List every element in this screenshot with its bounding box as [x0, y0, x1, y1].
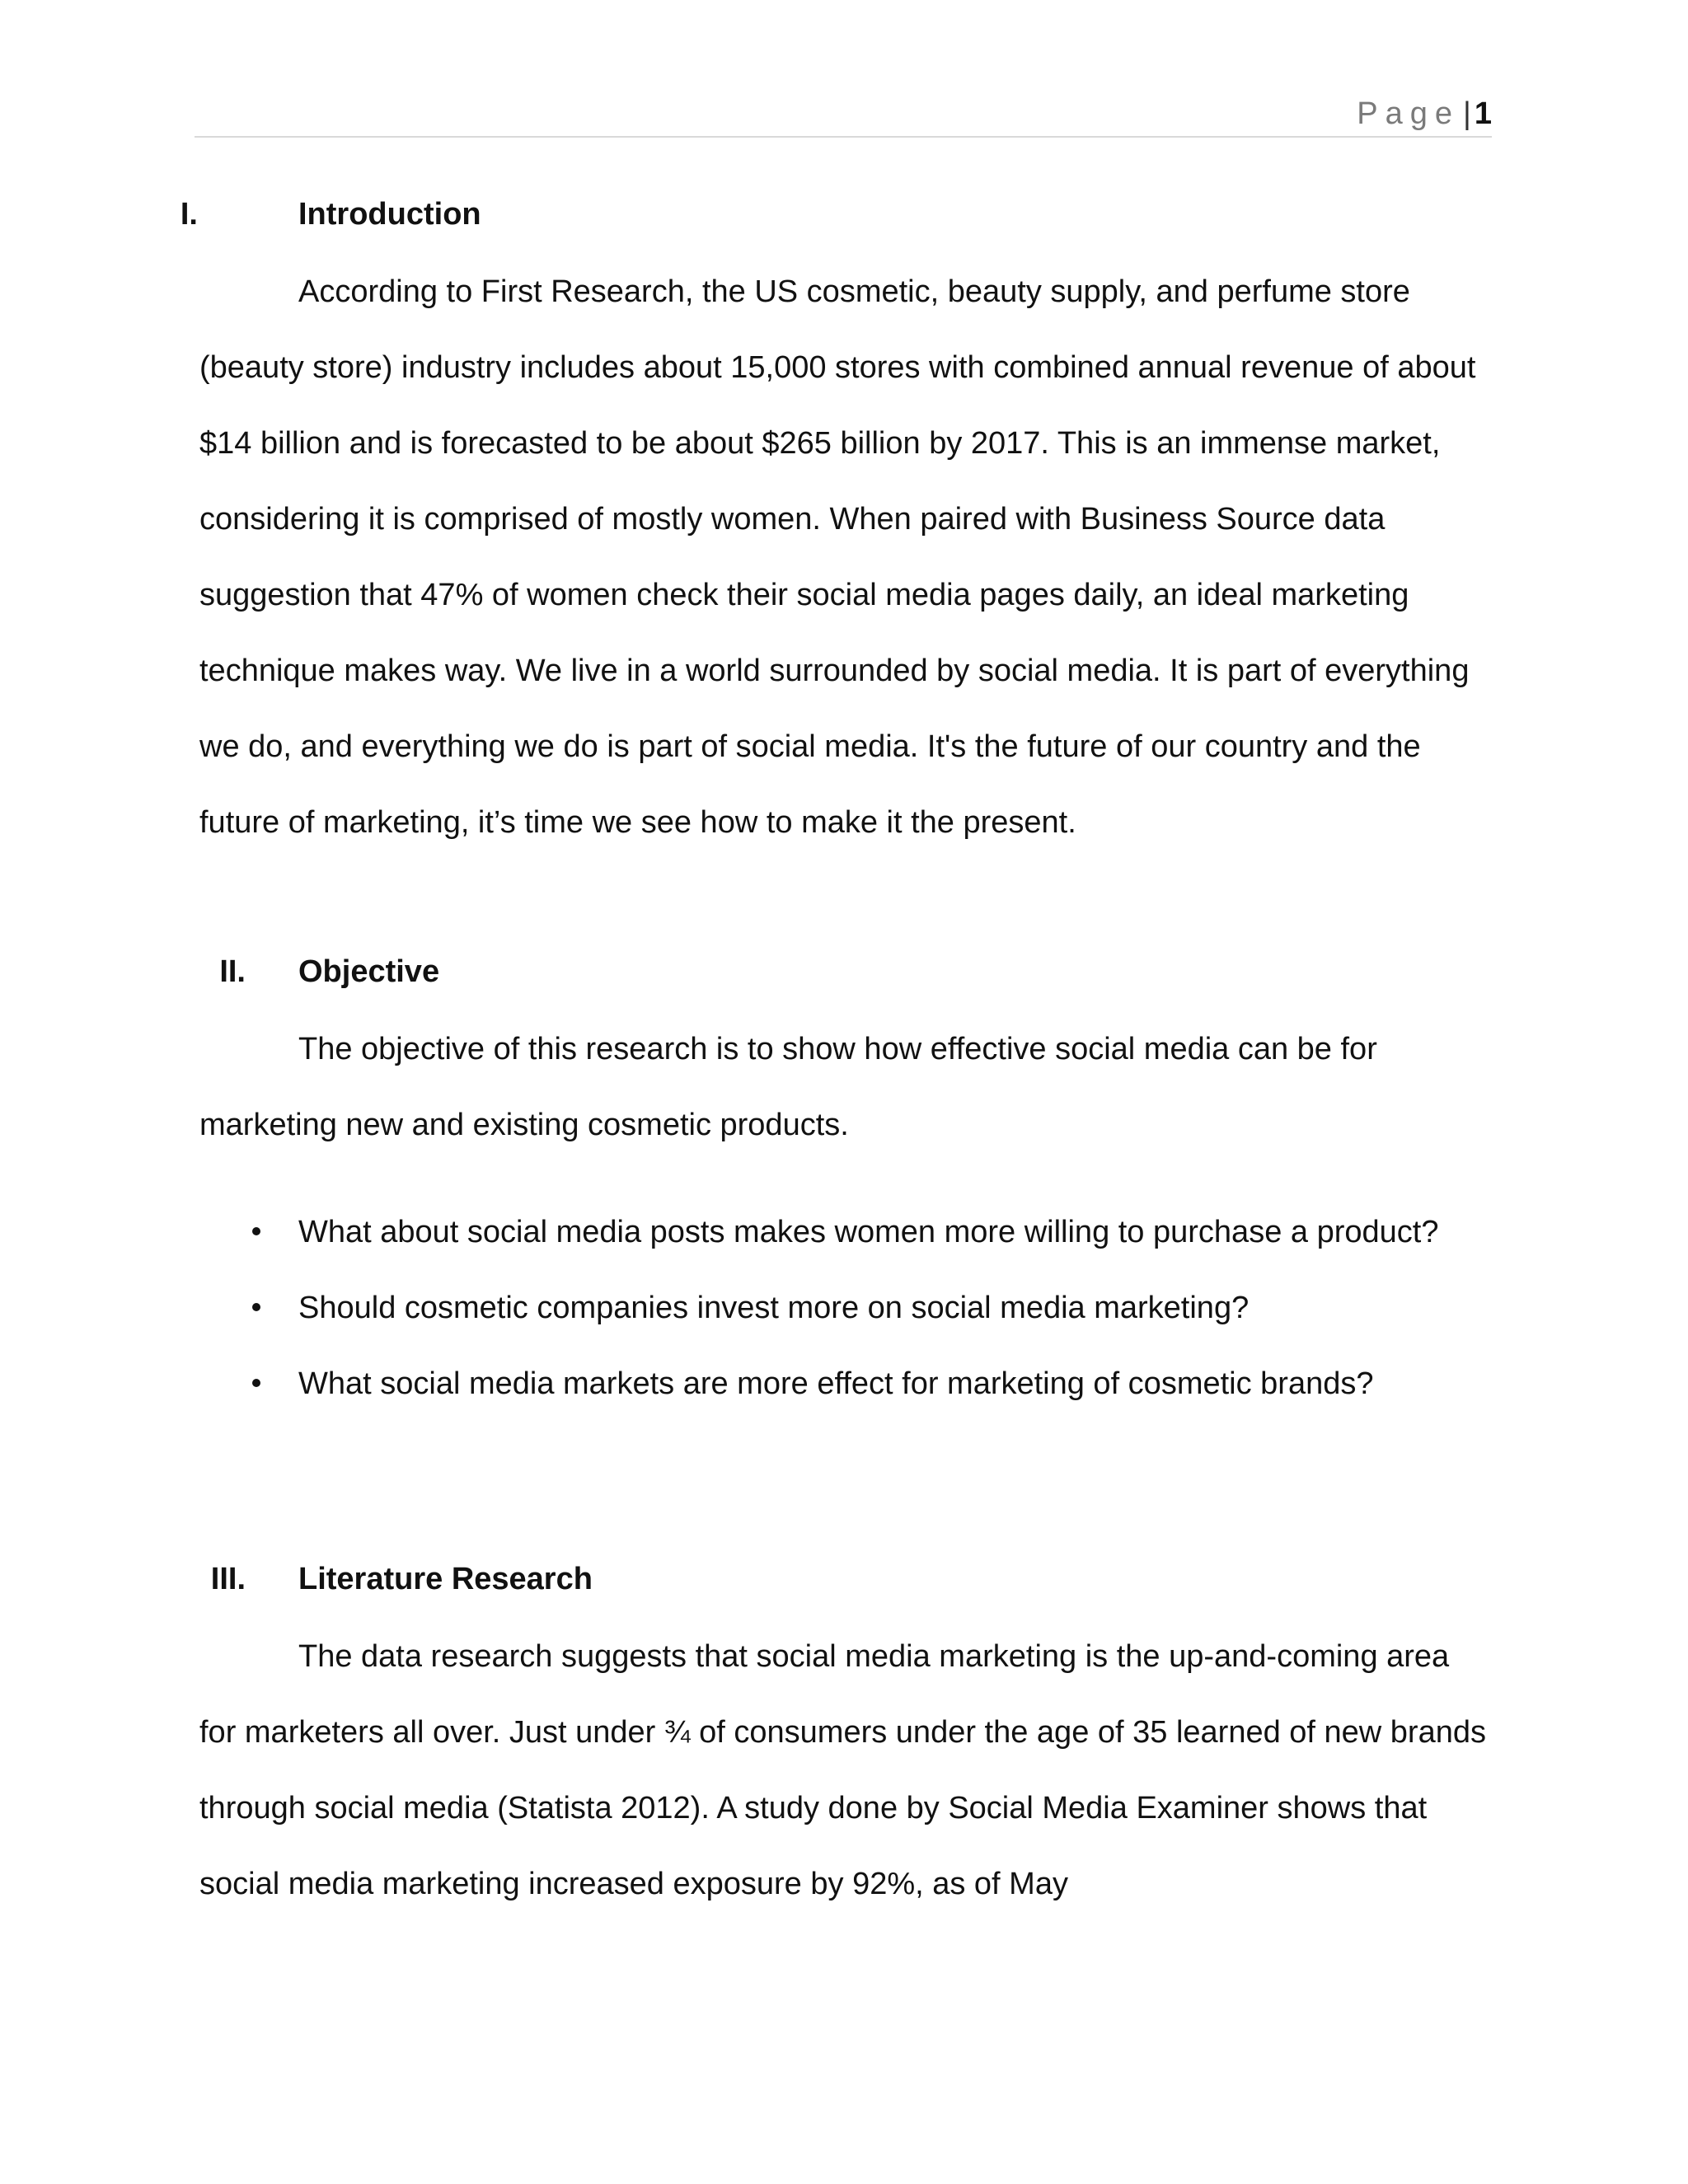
list-item — [298, 1194, 1485, 1270]
section-literature-research — [0, 1554, 1688, 1953]
list-item-text: What social media markets are more effect for marketing of cosmetic brands? — [298, 1366, 1374, 1401]
section-heading — [0, 190, 1688, 239]
section-objective — [0, 947, 1688, 1422]
section-paragraph: The objective of this research is to show how effective social media can be for marketing new and existing cosmetic products. — [199, 1032, 1377, 1142]
bullet-icon — [252, 1227, 260, 1235]
section-numeral: III. — [210, 1562, 246, 1596]
list-item — [298, 1270, 1485, 1346]
page-word: Page — [1357, 96, 1460, 131]
section-title: Objective — [298, 954, 440, 989]
list-item — [298, 1346, 1485, 1422]
section-title: Introduction — [298, 197, 481, 232]
page-number: 1 — [1474, 96, 1492, 131]
section-heading — [0, 947, 1688, 996]
bullet-icon — [252, 1379, 260, 1387]
header-divider — [195, 136, 1492, 138]
objective-question-list — [0, 1194, 1688, 1422]
page-header — [195, 92, 1492, 142]
page-number-label — [1357, 92, 1492, 135]
bullet-icon — [252, 1303, 260, 1311]
section-paragraph: The data research suggests that social media marketing is the up-and-coming area for marketers all over. Just under ¾ of consumers under the age of 35 learned of new brands through social media (Statista 2012). A study done by Social Media Examiner shows that social media marketing increased exposure by 92%, as of May — [199, 1639, 1486, 1901]
section-title: Literature Research — [298, 1562, 593, 1596]
section-heading — [0, 1554, 1688, 1604]
section-introduction — [0, 190, 1688, 892]
section-numeral: I. — [180, 197, 198, 232]
list-item-text: Should cosmetic companies invest more on social media marketing? — [298, 1291, 1250, 1325]
section-numeral: II. — [219, 954, 246, 989]
section-paragraph: According to First Research, the US cosmetic, beauty supply, and perfume store (beauty store) industry includes about 15,000 stores with combined annual revenue of about $14 billion and is forecasted to be about $265 billion by 2017. This is an immense market, considering it is comprised of mostly women. When paired with Business Source data suggestion that 47% of women check their social media pages daily, an ideal marketing technique makes way. We live in a world surrounded by social media. It is part of everything we do, and everything we do is part of social media. It's the future of our country and the future of marketing, it’s time we see how to make it the present. — [199, 274, 1476, 840]
list-item-text: What about social media posts makes women more willing to purchase a product? — [298, 1215, 1439, 1249]
page-separator: | — [1462, 96, 1471, 131]
